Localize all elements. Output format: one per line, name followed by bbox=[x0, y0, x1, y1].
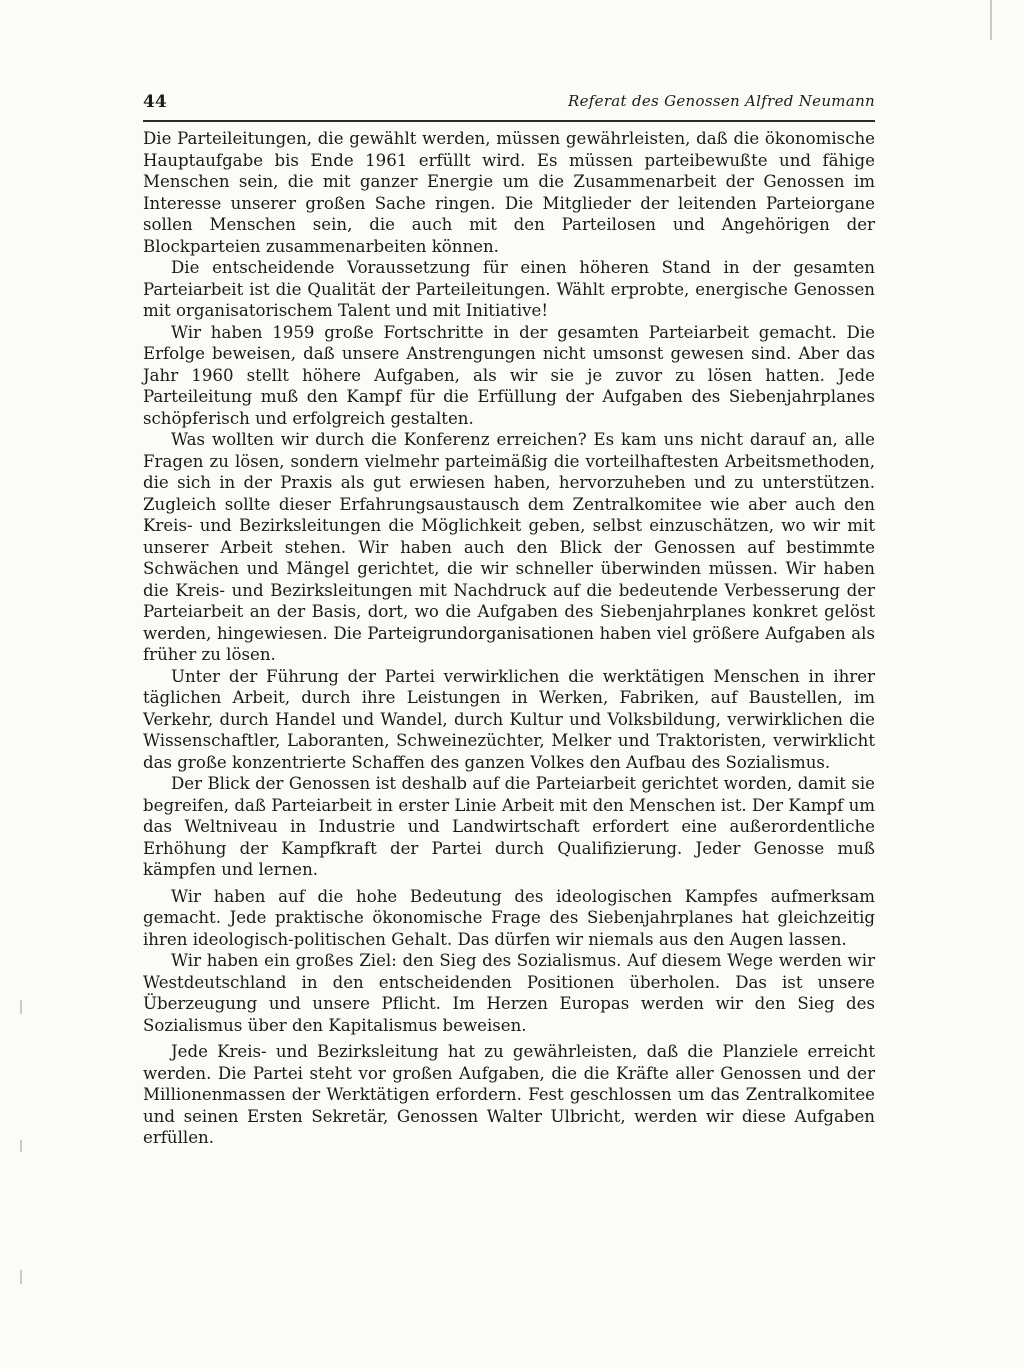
paragraph: Wir haben ein großes Ziel: den Sieg des Sozialismus. Auf diesem Wege werden wir Westdeutschland in den entscheidenden Positionen überholen. Das ist unsere Überzeugung und unsere Pflicht. Im Herzen Europas werden wir den Sieg des Sozialismus über den Kapitalismus beweisen. bbox=[143, 951, 875, 1035]
paragraph: Die Parteileitungen, die gewählt werden, müssen gewährleisten, daß die ökonomische Hauptaufgabe bis Ende 1961 erfüllt wird. Es müssen parteibewußte und fähige Menschen sein, die mit ganzer Energie um die Zusammenarbeit der Genossen im Interesse unserer großen Sache ringen. Die Mitglieder der leitenden Parteiorgane sollen Menschen sein, die auch mit den Parteilosen und Angehörigen der Blockparteien zusammenarbeiten können. bbox=[143, 129, 875, 256]
paragraph: Was wollten wir durch die Konferenz erreichen? Es kam uns nicht darauf an, alle Fragen zu lösen, sondern vielmehr parteimäßig die vorteilhaftesten Arbeitsmethoden, die sich in der Praxis als gut erwiesen haben, hervorzuheben und zu unterstützen. Zugleich sollte dieser Erfahrungsaustausch dem Zentralkomitee wie aber auch den Kreis- und Bezirksleitungen die Möglichkeit geben, selbst einzuschätzen, wo wir mit unserer Arbeit stehen. Wir haben auch den Blick der Genossen auf bestimmte Schwächen und Mängel gerichtet, die wir schneller überwinden müssen. Wir haben die Kreis- und Bezirksleitungen mit Nachdruck auf die bedeutende Verbesserung der Parteiarbeit an der Basis, dort, wo die Aufgaben des Siebenjahrplanes konkret gelöst werden, hingewiesen. Die Parteigrundorganisationen haben viel größere Aufgaben als früher zu lösen. bbox=[143, 430, 875, 664]
scan-edge-mark bbox=[990, 0, 992, 40]
paragraph: Wir haben 1959 große Fortschritte in der gesamten Parteiarbeit gemacht. Die Erfolge beweisen, daß unsere Anstrengungen nicht umsonst gewesen sind. Aber das Jahr 1960 stellt höhere Aufgaben, als wir sie je zuvor zu lösen hatten. Jede Parteileitung muß den Kampf für die Erfüllung der Aufgaben des Siebenjahrplanes schöpferisch und erfolgreich gestalten. bbox=[143, 322, 875, 428]
paragraph: Der Blick der Genossen ist deshalb auf die Parteiarbeit gerichtet worden, damit sie begreifen, daß Parteiarbeit in erster Linie Arbeit mit den Menschen ist. Der Kampf um das Weltniveau in Industrie und Landwirtschaft erfordert eine außerordentliche Erhöhung der Kampfkraft der Partei durch Qualifizierung. Jeder Genosse muß kämpfen und lernen. bbox=[143, 774, 875, 879]
scan-edge-mark bbox=[20, 1000, 22, 1014]
running-title: Referat des Genossen Alfred Neumann bbox=[568, 92, 875, 110]
paragraph: Unter der Führung der Partei verwirklichen die werktätigen Menschen in ihrer täglichen Arbeit, durch ihre Leistungen in Werken, Fabriken, auf Baustellen, im Verkehr, durch Handel und Wandel, durch Kultur und Volksbildung, verwirklichen die Wissenschaftler, Laboranten, Schweinezüchter, Melker und Traktoristen, verwirklicht das große konzentrierte Schaffen des ganzen Volkes den Aufbau des Sozialismus. bbox=[143, 666, 875, 772]
paragraph: Wir haben auf die hohe Bedeutung des ideologischen Kampfes aufmerksam gemacht. Jede praktische ökonomische Frage des Siebenjahrplanes hat gleichzeitig ihren ideologisch-politischen Gehalt. Das dürfen wir niemals aus den Augen lassen. bbox=[143, 886, 875, 949]
paragraph: Jede Kreis- und Bezirksleitung hat zu gewährleisten, daß die Planziele erreicht werden. Die Partei steht vor großen Aufgaben, die die Kräfte aller Genossen und der Millionenmassen der Werktätigen erfordern. Fest geschlossen um das Zentralkomitee und seinen Ersten Sekretär, Genossen Walter Ulbricht, werden wir diese Aufgaben erfüllen. bbox=[143, 1042, 875, 1147]
paragraph: Die entscheidende Voraussetzung für einen höheren Stand in der gesamten Parteiarbeit ist die Qualität der Parteileitungen. Wählt erprobte, energische Genossen mit organisatorischem Talent und mit Initiative! bbox=[143, 258, 875, 320]
scan-edge-mark bbox=[20, 1140, 22, 1152]
body-text bbox=[143, 128, 875, 1149]
header-rule bbox=[143, 120, 875, 122]
page-number: 44 bbox=[143, 92, 167, 112]
page-header bbox=[143, 88, 875, 116]
scan-edge-mark bbox=[20, 1270, 22, 1284]
